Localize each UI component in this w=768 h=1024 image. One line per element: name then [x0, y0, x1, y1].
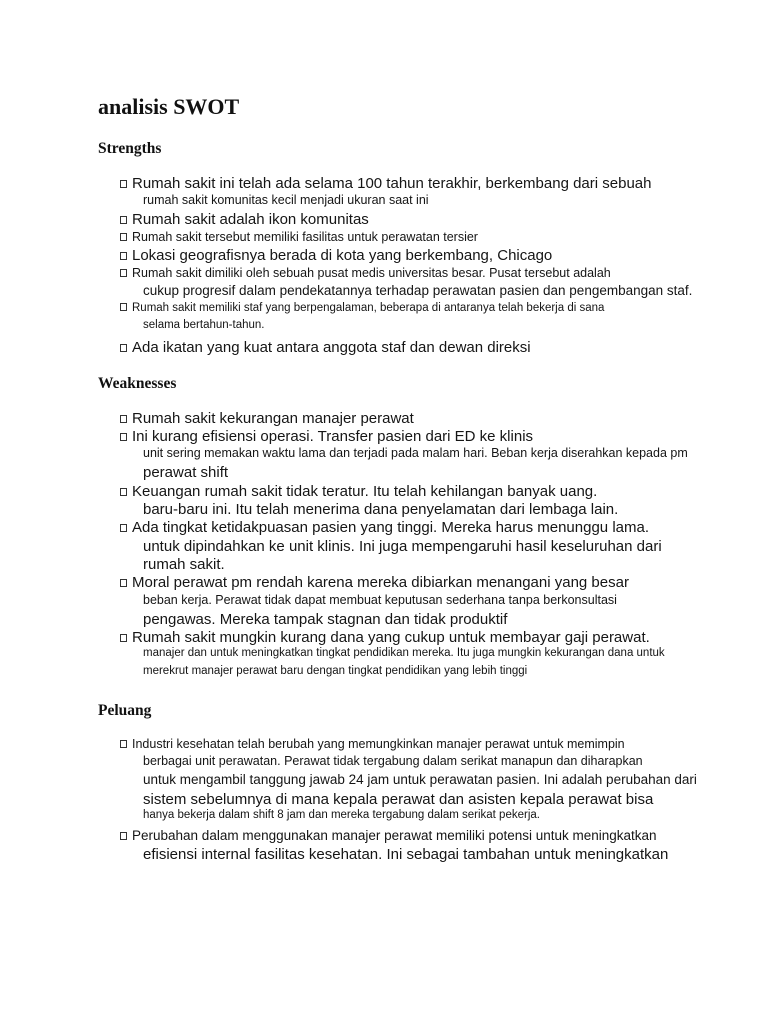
weaknesses-item-continuation: unit sering memakan waktu lama dan terjadi pada malam hari. Beban kerja diserahkan kepada pm: [143, 446, 688, 460]
strengths-item: Rumah sakit tersebut memiliki fasilitas untuk perawatan tersier: [120, 231, 478, 244]
weaknesses-item: Ini kurang efisiensi operasi. Transfer pasien dari ED ke klinis: [120, 429, 533, 444]
strengths-item-continuation: cukup progresif dalam pendekatannya terhadap perawatan pasien dan pengembangan staf.: [143, 283, 693, 298]
weaknesses-item-continuation: baru-baru ini. Itu telah menerima dana penyelamatan dari lembaga lain.: [143, 501, 619, 518]
strengths-item: Lokasi geografisnya berada di kota yang berkembang, Chicago: [120, 248, 552, 263]
opportunities-item-continuation: efisiensi internal fasilitas kesehatan. Ini sebagai tambahan untuk meningkatkan: [143, 846, 669, 863]
opportunities-heading: Peluang: [98, 702, 152, 719]
strengths-item: Rumah sakit dimiliki oleh sebuah pusat medis universitas besar. Pusat tersebut adalah: [120, 267, 611, 280]
bullet-box-icon: [120, 433, 127, 441]
document-title: analisis SWOT: [98, 94, 240, 119]
strengths-item: Rumah sakit ini telah ada selama 100 tahun terakhir, berkembang dari sebuah: [120, 176, 652, 191]
bullet-box-icon: [120, 269, 127, 277]
bullet-box-icon: [120, 634, 127, 642]
weaknesses-heading: Weaknesses: [98, 375, 177, 392]
weaknesses-item-continuation: perawat shift: [143, 464, 229, 481]
bullet-box-icon: [120, 252, 127, 260]
bullet-box-icon: [120, 579, 127, 587]
strengths-item: Rumah sakit adalah ikon komunitas: [120, 212, 369, 227]
opportunities-item-continuation: berbagai unit perawatan. Perawat tidak tergabung dalam serikat manapun dan diharapkan: [143, 754, 643, 768]
bullet-box-icon: [120, 832, 127, 840]
strengths-item-continuation: selama bertahun-tahun.: [143, 319, 265, 331]
bullet-box-icon: [120, 415, 127, 423]
strengths-item: Rumah sakit memiliki staf yang berpengalaman, beberapa di antaranya telah bekerja di sana: [120, 303, 604, 315]
weaknesses-item-continuation: beban kerja. Perawat tidak dapat membuat keputusan sederhana tanpa berkonsultasi: [143, 593, 617, 607]
bullet-box-icon: [120, 233, 127, 241]
weaknesses-item-continuation: merekrut manajer perawat baru dengan tingkat pendidikan yang lebih tinggi: [143, 665, 528, 677]
bullet-box-icon: [120, 180, 127, 188]
bullet-box-icon: [120, 524, 127, 532]
weaknesses-item: Ada tingkat ketidakpuasan pasien yang tinggi. Mereka harus menunggu lama.: [120, 520, 649, 535]
bullet-box-icon: [120, 344, 127, 352]
strengths-item-continuation: rumah sakit komunitas kecil menjadi ukuran saat ini: [143, 193, 429, 207]
weaknesses-item-continuation: manajer dan untuk meningkatkan tingkat pendidikan mereka. Itu juga mungkin kekurangan dana untuk: [143, 647, 665, 659]
weaknesses-item: Keuangan rumah sakit tidak teratur. Itu telah kehilangan banyak uang.: [120, 484, 597, 499]
weaknesses-item-continuation: rumah sakit.: [143, 556, 225, 573]
opportunities-item: Industri kesehatan telah berubah yang memungkinkan manajer perawat untuk memimpin: [120, 738, 625, 751]
bullet-box-icon: [120, 488, 127, 496]
opportunities-item: Perubahan dalam menggunakan manajer perawat memiliki potensi untuk meningkatkan: [120, 829, 657, 843]
weaknesses-item: Moral perawat pm rendah karena mereka dibiarkan menangani yang besar: [120, 575, 629, 590]
weaknesses-item: Rumah sakit kekurangan manajer perawat: [120, 411, 414, 426]
opportunities-item-continuation: hanya bekerja dalam shift 8 jam dan mereka tergabung dalam serikat pekerja.: [143, 809, 540, 821]
bullet-box-icon: [120, 216, 127, 224]
strengths-heading: Strengths: [98, 140, 162, 157]
opportunities-item-continuation: untuk mengambil tanggung jawab 24 jam untuk perawatan pasien. Ini adalah perubahan dari: [143, 772, 697, 787]
strengths-item: Ada ikatan yang kuat antara anggota staf dan dewan direksi: [120, 340, 531, 355]
weaknesses-item-continuation: untuk dipindahkan ke unit klinis. Ini juga mempengaruhi hasil keseluruhan dari: [143, 538, 662, 555]
opportunities-item-continuation: sistem sebelumnya di mana kepala perawat dan asisten kepala perawat bisa: [143, 791, 654, 808]
weaknesses-item: Rumah sakit mungkin kurang dana yang cukup untuk membayar gaji perawat.: [120, 630, 650, 645]
weaknesses-item-continuation: pengawas. Mereka tampak stagnan dan tidak produktif: [143, 611, 508, 628]
bullet-box-icon: [120, 303, 127, 311]
bullet-box-icon: [120, 740, 127, 748]
